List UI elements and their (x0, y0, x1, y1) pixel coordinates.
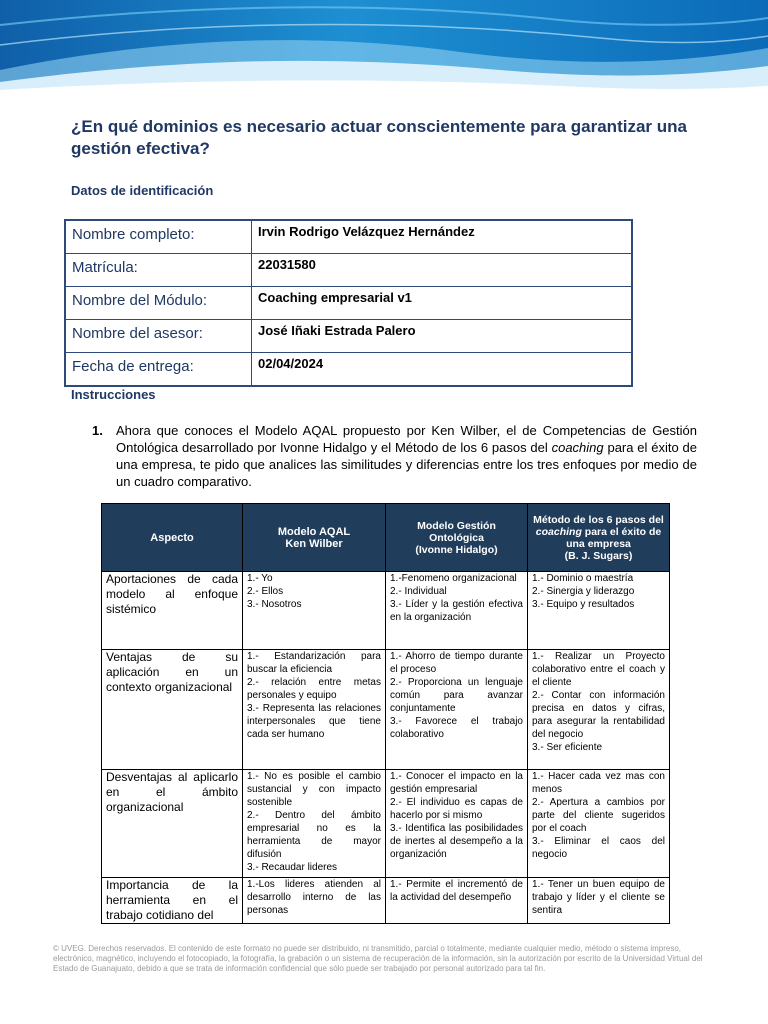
header-ontological: Modelo Gestión Ontológica (Ivonne Hidalgo) (386, 504, 528, 572)
table-row (65, 320, 632, 353)
instructions-heading: Instrucciones (71, 387, 156, 402)
table-row (65, 254, 632, 287)
aspect-cell: Desventajas al aplicarlo en el ámbito organizacional (102, 770, 243, 878)
aspect-cell: Ventajas de su aplicación en un contexto organizacional (102, 650, 243, 770)
item-number: 1. (92, 423, 103, 438)
table-row (65, 353, 632, 387)
header-six-steps: Método de los 6 pasos del coaching para el éxito de una empresa (B. J. Sugars) (528, 504, 670, 572)
six-steps-cell: 1.- Hacer cada vez mas con menos 2.- Apertura a cambios por parte del cliente sugeridos por el coach 3.- Eliminar el caos del negocio (528, 770, 670, 878)
six-steps-cell: 1.- Realizar un Proyecto colaborativo entre el coach y el cliente 2.- Contar con información precisa en datos y cifras, para asegurar la rentabilidad del negocio 3.- Ser eficiente (528, 650, 670, 770)
aqal-cell: 1.-Los lideres atienden al desarrollo interno de las personas (243, 878, 386, 924)
ontological-cell: 1.- Permite el incrementó de la actividad del desempeño (386, 878, 528, 924)
identification-table (64, 219, 633, 387)
instruction-text (116, 422, 697, 490)
table-row (65, 287, 632, 320)
six-steps-cell: 1.- Dominio o maestría 2.- Sinergia y liderazgo 3.- Equipo y resultados (528, 572, 670, 650)
instruction-text-part: para el éxito de una empresa, te pido que analices las similitudes y diferencias entre los tres enfoques por medio de un cuadro comparativo. (116, 440, 697, 489)
instruction-italic: coaching (551, 440, 604, 455)
ontological-cell: 1.-Fenomeno organizacional 2.- Individual 3.- Líder y la gestión efectiva en la organización (386, 572, 528, 650)
aqal-cell: 1.- Estandarización para buscar la eficiencia 2.- relación entre metas personales y equipo 3.- Representa las relaciones interpersonales que tiene cada ser humano (243, 650, 386, 770)
copyright-footer: © UVEG. Derechos reservados. El contenido de este formato no puede ser distribuido, ni transmitido, parcial o totalmente, mediante cualquier medio, método o sistema impreso, electrónico, magnético, incluyendo el fotocopiado, la fotografía, la grabación o un sistema de recuperación de la información, sin la autorización por escrito de la Universidad Virtual del Estado de Guanajuato, debido a que se trata de información confidencial que sólo puede ser trabajado por personal autorizado para tal fin. (53, 944, 703, 973)
header-wave-graphic (0, 0, 768, 95)
table-row (102, 572, 670, 650)
row-value: 02/04/2024 (252, 353, 633, 387)
table-row (102, 878, 670, 924)
row-value: Irvin Rodrigo Velázquez Hernández (252, 220, 633, 254)
row-label: Nombre del Módulo: (65, 287, 252, 320)
header-aqal: Modelo AQAL Ken Wilber (243, 504, 386, 572)
row-value: 22031580 (252, 254, 633, 287)
row-label: Nombre completo: (65, 220, 252, 254)
identification-heading: Datos de identificación (71, 183, 214, 198)
ontological-cell: 1.- Conocer el impacto en la gestión empresarial 2.- El individuo es capas de hacerlo por si mismo 3.- Identifica las posibilidades de inertes al desempeño a la organización (386, 770, 528, 878)
row-value: José Iñaki Estrada Palero (252, 320, 633, 353)
aspect-cell: Aportaciones de cada modelo al enfoque sistémico (102, 572, 243, 650)
table-row (102, 650, 670, 770)
aspect-cell: Importancia de la herramienta en el trabajo cotidiano del (102, 878, 243, 924)
instruction-text-part: Ahora que conoces el Modelo AQAL propuesto por Ken Wilber, el de Competencias de Gestión Ontológica desarrollado por Ivonne Hidalgo y el Método de los 6 pasos del (116, 423, 697, 455)
six-steps-cell: 1.- Tener un buen equipo de trabajo y líder y el cliente se sentira (528, 878, 670, 924)
header-row (102, 504, 670, 572)
instruction-item (92, 422, 697, 490)
page-title: ¿En qué dominios es necesario actuar conscientemente para garantizar una gestión efectiva? (71, 117, 687, 158)
table-row (102, 770, 670, 878)
row-label: Fecha de entrega: (65, 353, 252, 387)
row-label: Matrícula: (65, 254, 252, 287)
header-banner (0, 0, 768, 95)
header-aspect: Aspecto (102, 504, 243, 572)
ontological-cell: 1.- Ahorro de tiempo durante el proceso 2.- Proporciona un lenguaje común para avanzar conjuntamente 3.- Favorece el trabajo colaborativo (386, 650, 528, 770)
comparison-table (101, 503, 670, 924)
row-value: Coaching empresarial v1 (252, 287, 633, 320)
row-label: Nombre del asesor: (65, 320, 252, 353)
aqal-cell: 1.- Yo 2.- Ellos 3.- Nosotros (243, 572, 386, 650)
table-row (65, 220, 632, 254)
aqal-cell: 1.- No es posible el cambio sustancial y con impacto sostenible 2.- Dentro del ámbito empresarial no es la herramienta de mayor difusión 3.- Recaudar lideres (243, 770, 386, 878)
